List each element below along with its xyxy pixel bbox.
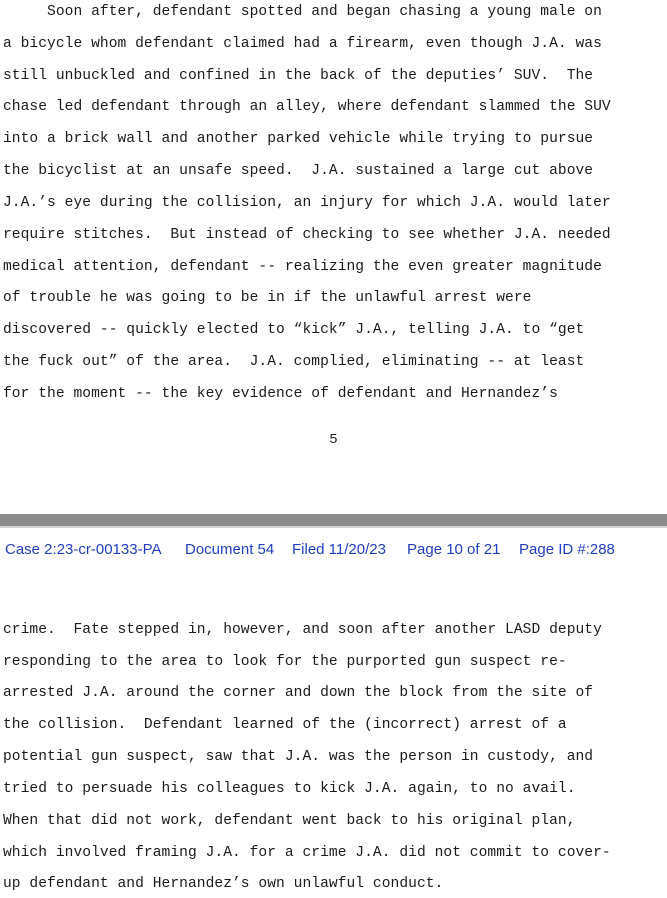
text-line: Soon after, defendant spotted and began chasing a young male on [3,4,602,20]
text-line: When that did not work, defendant went back to his original plan, [3,813,576,829]
text-line: for the moment -- the key evidence of defendant and Hernandez’s [3,386,558,402]
document-number: Document 54 [185,541,275,558]
document-page-bottom [0,528,667,898]
text-line: the bicyclist at an unsafe speed. J.A. sustained a large cut above [3,163,594,179]
text-line: still unbuckled and confined in the back of the deputies’ SUV. The [3,68,594,84]
text-line: responding to the area to look for the purported gun suspect re- [3,654,567,670]
text-line: tried to persuade his colleagues to kick J.A. again, to no avail. [3,781,576,797]
text-line: J.A.’s eye during the collision, an injury for which J.A. would later [3,195,611,211]
text-line: of trouble he was going to be in if the unlawful arrest were [3,290,532,306]
case-number: Case 2:23-cr-00133-PA [5,541,162,558]
filed-date: Filed 11/20/23 [292,541,386,558]
text-line: a bicycle whom defendant claimed had a firearm, even though J.A. was [3,36,602,52]
page-number: 5 [329,432,338,448]
text-line: chase led defendant through an alley, where defendant slammed the SUV [3,99,611,115]
text-line: the fuck out” of the area. J.A. complied, eliminating -- at least [3,354,585,370]
page-id: Page ID #:288 [519,541,615,558]
text-line: discovered -- quickly elected to “kick” J.A., telling J.A. to “get [3,322,585,338]
text-line: crime. Fate stepped in, however, and soon after another LASD deputy [3,622,602,638]
page-of-total: Page 10 of 21 [407,541,501,558]
text-line: which involved framing J.A. for a crime J.A. did not commit to cover- [3,845,611,861]
text-line: potential gun suspect, saw that J.A. was the person in custody, and [3,749,594,765]
text-line: the collision. Defendant learned of the (incorrect) arrest of a [3,717,567,733]
case-header [0,538,667,564]
text-line: up defendant and Hernandez’s own unlawful conduct. [3,876,444,892]
text-line: into a brick wall and another parked vehicle while trying to pursue [3,131,594,147]
text-line: arrested J.A. around the corner and down the block from the site of [3,685,594,701]
page-separator [0,514,667,526]
text-line: medical attention, defendant -- realizing the even greater magnitude [3,259,602,275]
text-line: require stitches. But instead of checking to see whether J.A. needed [3,227,611,243]
